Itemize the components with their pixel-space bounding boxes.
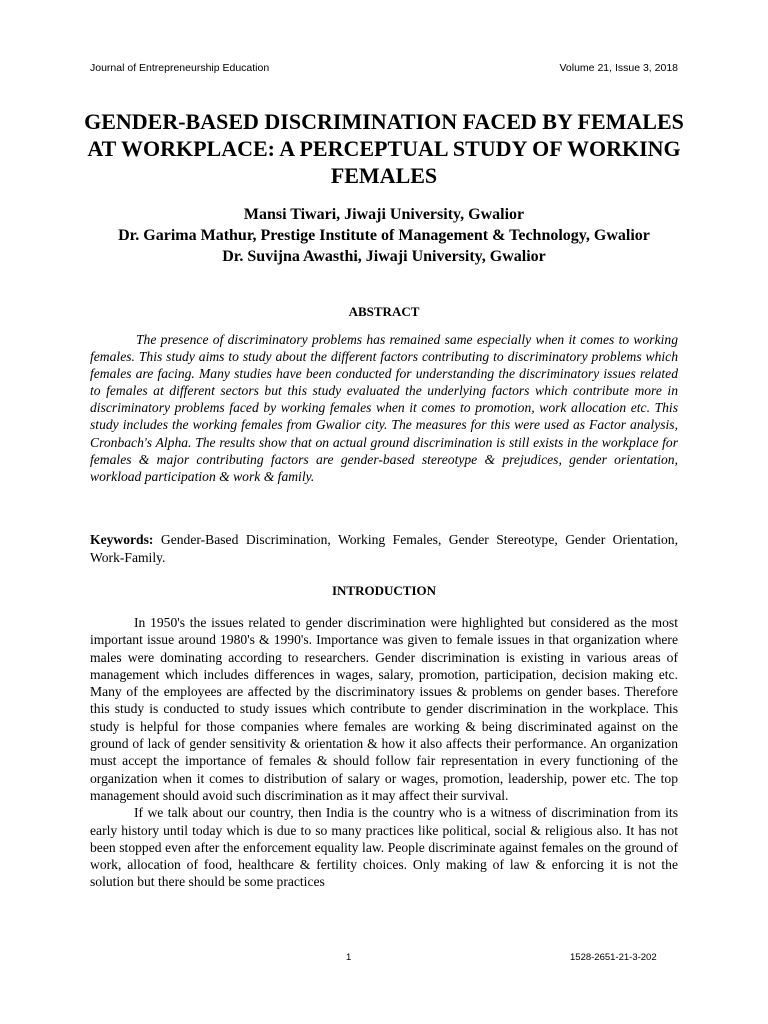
keywords <box>90 531 678 567</box>
running-header <box>90 62 678 74</box>
paragraph: In 1950's the issues related to gender discrimination were highlighted but considered as the most important issue around 1980's & 1990's. Importance was given to female issues in that organization where males were dominating according to researchers. Gender discrimination is existing in various areas of management which includes differences in wages, salary, promotion, participation, decision making etc. Many of the employees are affected by the discriminatory issues & problems on gender bases. Therefore this study is conducted to study issues which contribute to gender discrimination in the workplace. This study is helpful for those companies where females are working & being discriminated against on the ground of lack of gender sensitivity & orientation & how it also affects their performance. An organization must accept the importance of females & should follow fair representation in every functioning of the organization when it comes to distribution of salary or wages, promotion, leadership, power etc. The top management should avoid such discrimination as it may affect their survival. <box>90 615 678 803</box>
paper-title: GENDER-BASED DISCRIMINATION FACED BY FEMALES AT WORKPLACE: A PERCEPTUAL STUDY OF WORKING FEMALES <box>84 109 684 188</box>
author-2: Dr. Garima Mathur, Prestige Institute of Management & Technology, Gwalior <box>118 227 650 244</box>
introduction-body <box>90 614 678 891</box>
abstract-heading: ABSTRACT <box>348 304 420 319</box>
keywords-label: Keywords: <box>90 532 154 547</box>
journal-name: Journal of Entrepreneurship Education <box>90 62 270 74</box>
introduction-heading: INTRODUCTION <box>331 583 436 598</box>
author-list <box>110 204 658 267</box>
page-number: 1 <box>346 952 352 963</box>
author-3: Dr. Suvijna Awasthi, Jiwaji University, Gwalior <box>222 248 546 265</box>
abstract-text: The presence of discriminatory problems has remained same especially when it comes to working females. This study aims to study about the different factors contributing to discriminatory problems which females are facing. Many studies have been conducted for understanding the discriminatory issues related to females at different sectors but this study evaluated the underlying factors which contribute more in discriminatory problems faced by working females when it comes to promotion, work allocation etc. This study includes the working females from Gwalior city. The measures for this were used as Factor analysis, Cronbach's Alpha. The results show that on actual ground discrimination is still exists in the workplace for females & major contributing factors are gender-based stereotype & prejudices, gender orientation, workload participation & work & family. <box>90 332 678 484</box>
document-id: 1528-2651-21-3-202 <box>570 952 657 963</box>
volume-issue: Volume 21, Issue 3, 2018 <box>559 62 678 74</box>
author-1: Mansi Tiwari, Jiwaji University, Gwalior <box>243 206 525 223</box>
keywords-text: Gender-Based Discrimination, Working Females, Gender Stereotype, Gender Orientation, Work-Family. <box>90 532 678 565</box>
paragraph: If we talk about our country, then India is the country who is a witness of discrimination from its early history until today which is due to so many practices like political, social & religious also. It has not been stopped even after the enforcement equality law. People discriminate against females on the ground of work, allocation of food, healthcare & fertility choices. Only making of law & enforcing it is not the solution but there should be some practices <box>90 805 678 890</box>
